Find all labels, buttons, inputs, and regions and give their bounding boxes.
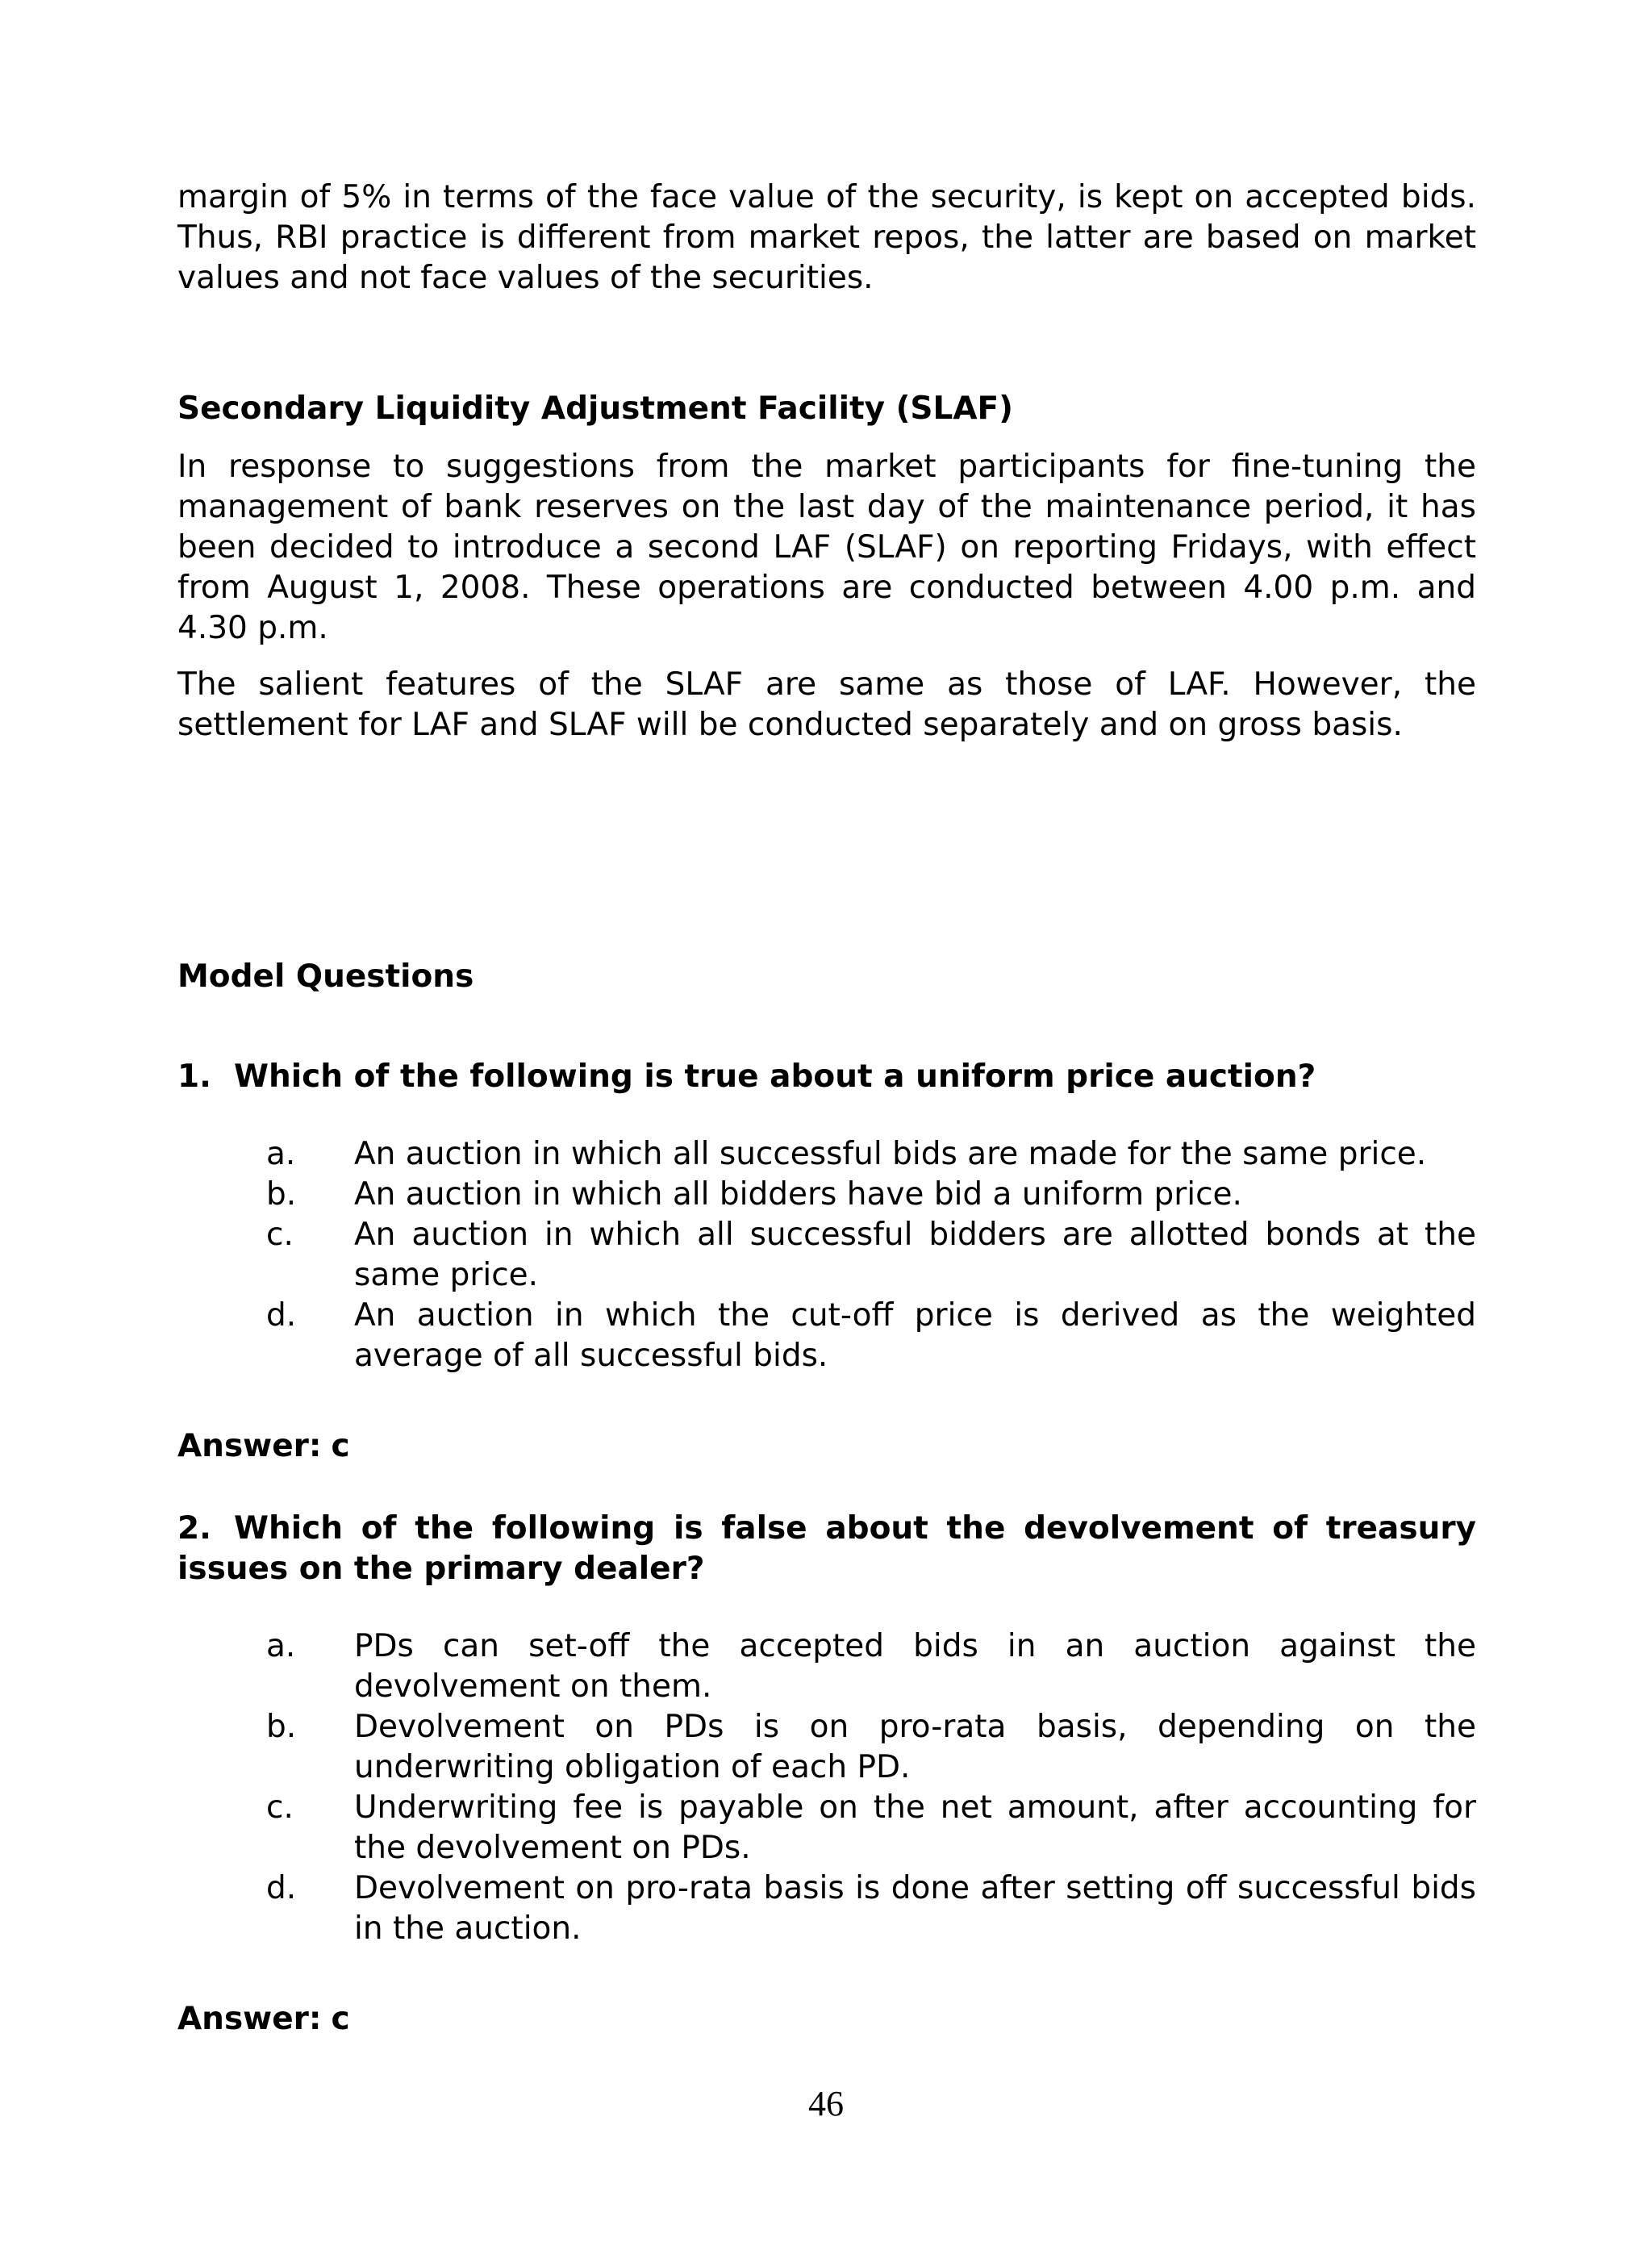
question-2-answer bbox=[177, 1999, 1476, 2040]
answer-label: Answer: bbox=[177, 2001, 322, 2037]
slaf-paragraph-1: In response to suggestions from the market participants for fine-tuning the management of bank reserves on the last day of the maintenance period, it has been decided to introduce a second LAF (SLAF) on reporting Fridays, with effect from August 1, 2008. These operations are conducted between 4.00 p.m. and 4.30 p.m. bbox=[177, 449, 1476, 646]
question-1-title bbox=[177, 1057, 1476, 1097]
option-text: Devolvement on pro-rata basis is done after setting off successful bids in the auction. bbox=[354, 1870, 1476, 1947]
option-a bbox=[266, 1134, 1476, 1175]
slaf-heading: Secondary Liquidity Adjustment Facility (SLAF) bbox=[177, 390, 1013, 427]
option-d bbox=[266, 1296, 1476, 1376]
option-c bbox=[266, 1215, 1476, 1296]
option-text: Devolvement on PDs is on pro-rata basis, depending on the underwriting obligation of each PD. bbox=[354, 1709, 1476, 1785]
answer-value: c bbox=[331, 2001, 350, 2037]
option-b bbox=[266, 1175, 1476, 1215]
question-number: 2. bbox=[177, 1510, 211, 1547]
question-1 bbox=[177, 1057, 1476, 1467]
page-number: 46 bbox=[808, 2084, 844, 2123]
option-text: Underwriting fee is payable on the net amount, after accounting for the devolvement on PDs. bbox=[354, 1789, 1476, 1866]
option-text: An auction in which all successful bidders are allotted bonds at the same price. bbox=[354, 1217, 1476, 1293]
intro-paragraph: margin of 5% in terms of the face value of the security, is kept on accepted bids. Thus, RBI practice is different from market repos, the latter are based on market values and not face values of the securities. bbox=[177, 179, 1476, 296]
option-letter: b. bbox=[266, 1709, 297, 1745]
answer-label: Answer: bbox=[177, 1428, 322, 1464]
option-c bbox=[266, 1788, 1476, 1868]
option-letter: d. bbox=[266, 1297, 297, 1334]
option-a bbox=[266, 1626, 1476, 1707]
question-2 bbox=[177, 1509, 1476, 2040]
option-letter: d. bbox=[266, 1870, 297, 1906]
question-text: Which of the following is false about the devolvement of treasury issues on the primary dealer? bbox=[177, 1510, 1476, 1587]
option-b bbox=[266, 1707, 1476, 1788]
question-2-options bbox=[177, 1626, 1476, 1949]
option-letter: c. bbox=[266, 1217, 294, 1253]
question-text: Which of the following is true about a uniform price auction? bbox=[234, 1058, 1316, 1095]
option-letter: b. bbox=[266, 1176, 297, 1213]
option-letter: a. bbox=[266, 1628, 296, 1664]
model-questions-heading: Model Questions bbox=[177, 958, 474, 995]
slaf-paragraph-2: The salient features of the SLAF are same as those of LAF. However, the settlement for LAF and SLAF will be conducted separately and on gross basis. bbox=[177, 666, 1476, 743]
option-d bbox=[266, 1868, 1476, 1949]
answer-value: c bbox=[331, 1428, 350, 1464]
question-number: 1. bbox=[177, 1058, 211, 1095]
document-page bbox=[177, 177, 1476, 2081]
option-letter: c. bbox=[266, 1789, 294, 1826]
option-letter: a. bbox=[266, 1136, 296, 1172]
option-text: An auction in which all bidders have bid a uniform price. bbox=[354, 1176, 1242, 1213]
option-text: PDs can set-off the accepted bids in an auction against the devolvement on them. bbox=[354, 1628, 1476, 1705]
question-2-title bbox=[177, 1509, 1476, 1589]
option-text: An auction in which the cut-off price is derived as the weighted average of all successful bids. bbox=[354, 1297, 1476, 1374]
question-1-options bbox=[177, 1134, 1476, 1376]
option-text: An auction in which all successful bids are made for the same price. bbox=[354, 1136, 1427, 1172]
question-1-answer bbox=[177, 1426, 1476, 1467]
slaf-section bbox=[177, 389, 1476, 745]
